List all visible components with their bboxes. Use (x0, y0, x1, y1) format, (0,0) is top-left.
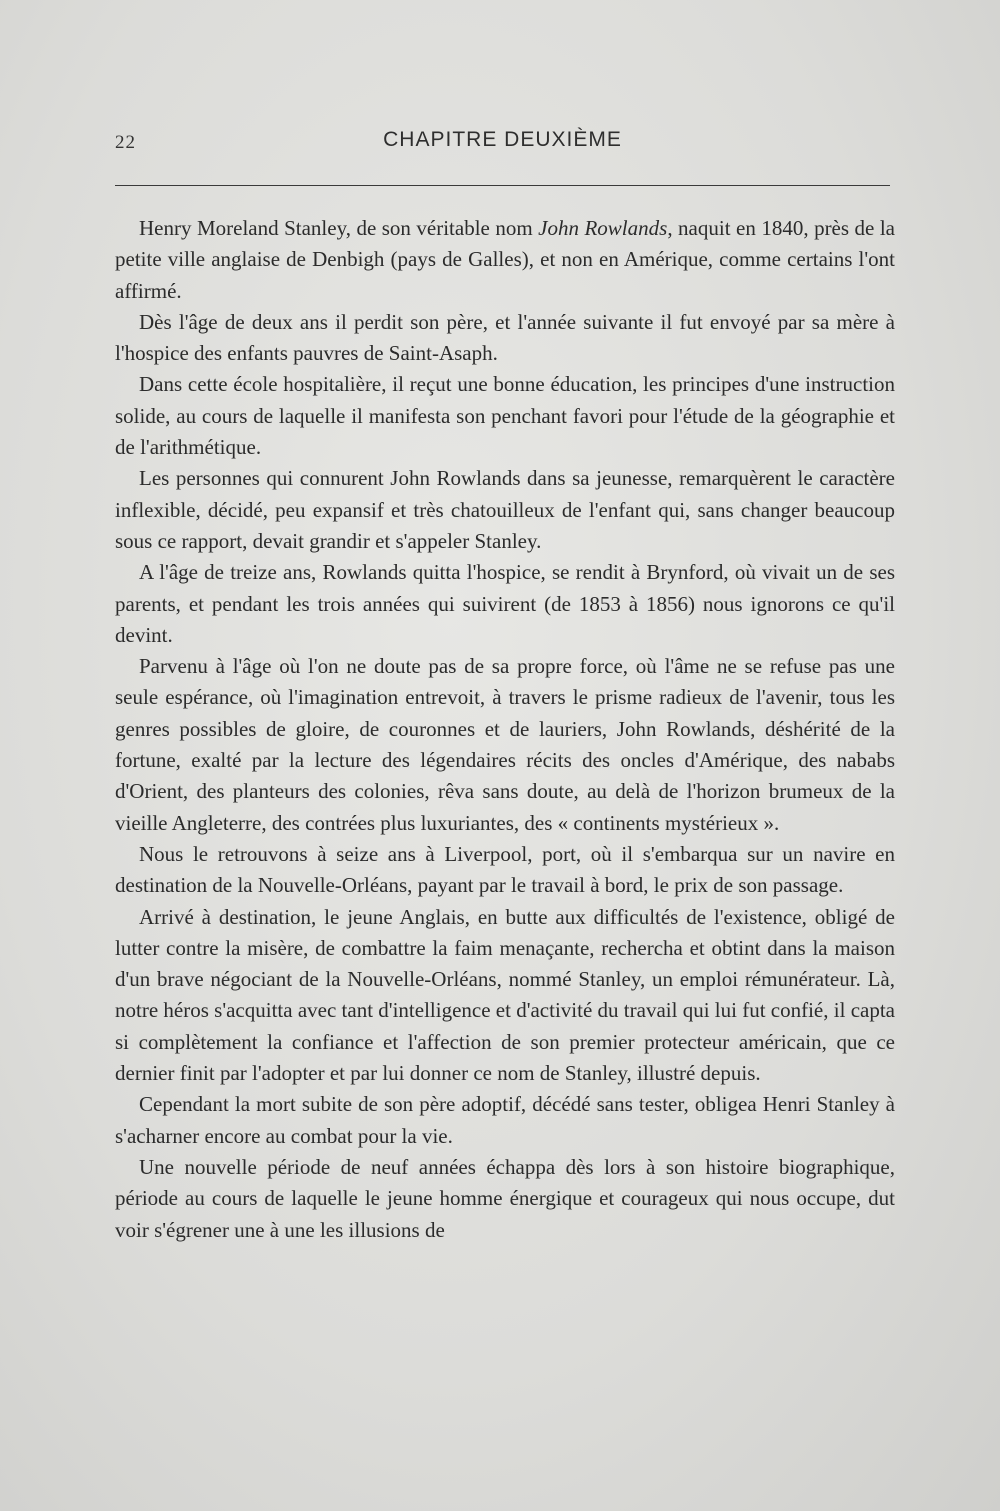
paragraph: Nous le retrouvons à seize ans à Liverpool, port, où il s'embarqua sur un navire en destination de la Nouvelle-Orléans, payant par le travail à bord, le prix de son passage. (115, 841, 895, 898)
paragraph-text: Henry Moreland Stanley, de son véritable nom (139, 216, 539, 240)
birth-name: John Rowlands (538, 216, 668, 240)
paragraph: Une nouvelle période de neuf années échappa dès lors à son histoire biographique, période au cours de laquelle le jeune homme énergique et courageux qui nous occupe, dut voir s'égrener une à une les illusions de (115, 1154, 895, 1242)
paragraph: Parvenu à l'âge où l'on ne doute pas de sa propre force, où l'âme ne se refuse pas une seule espérance, où l'imagination entrevoit, à travers le prisme radieux de l'avenir, tous les genres possibles de gloire, de couronnes et de lauriers, John Rowlands, déshérité de la fortune, exalté par la lecture des légendaires récits des oncles d'Amérique, des nababs d'Orient, des planteurs des colonies, rêva sans doute, au delà de l'horizon brumeux de la vieille Angleterre, des contrées plus luxuriantes, des « continents mystérieux ». (115, 654, 895, 835)
paragraph (115, 213, 895, 307)
paragraph: Dans cette école hospitalière, il reçut une bonne éducation, les principes d'une instruction solide, au cours de laquelle il manifesta son penchant favori pour l'étude de la géographie et de l'arithmétique. (115, 372, 895, 460)
paragraph: Arrivé à destination, le jeune Anglais, en butte aux difficultés de l'existence, obligé de lutter contre la misère, de combattre la faim menaçante, rechercha et obtint dans la maison d'un brave négociant de la Nouvelle-Orléans, nommé Stanley, un emploi rémunérateur. Là, notre héros s'acquitta avec tant d'intelligence et d'activité du travail qui lui fut confié, il capta si complètement la confiance et l'affection de son premier protecteur américain, que ce dernier finit par l'adopter et par lui donner ce nom de Stanley, illustré depuis. (115, 904, 895, 1086)
chapter-title: CHAPITRE DEUXIÈME (383, 128, 622, 151)
page-number: 22 (115, 132, 136, 153)
paragraph: Dès l'âge de deux ans il perdit son père, et l'année suivante il fut envoyé par sa mère à l'hospice des enfants pauvres de Saint-Asaph. (115, 309, 895, 366)
paragraph: Cependant la mort subite de son père adoptif, décédé sans tester, obligea Henri Stanley à s'acharner encore au combat pour la vie. (115, 1092, 895, 1148)
header-rule (115, 185, 890, 186)
body-text (115, 213, 895, 1246)
running-head (115, 128, 890, 158)
paragraph-text: , naquit en 1840, près de la petite ville anglaise de Denbigh (pays de Galles), et non en Amérique, comme certains l'ont affirmé. (115, 216, 895, 303)
paragraph: Les personnes qui connurent John Rowlands dans sa jeunesse, remarquèrent le caractère inflexible, décidé, peu expansif et très chatouilleux de l'enfant qui, sans changer beaucoup sous ce rapport, devait grandir et s'appeler Stanley. (115, 466, 895, 553)
paragraph: A l'âge de treize ans, Rowlands quitta l'hospice, se rendit à Brynford, où vivait un de ses parents, et pendant les trois années qui suivirent (de 1853 à 1856) nous ignorons ce qu'il devint. (115, 560, 895, 647)
